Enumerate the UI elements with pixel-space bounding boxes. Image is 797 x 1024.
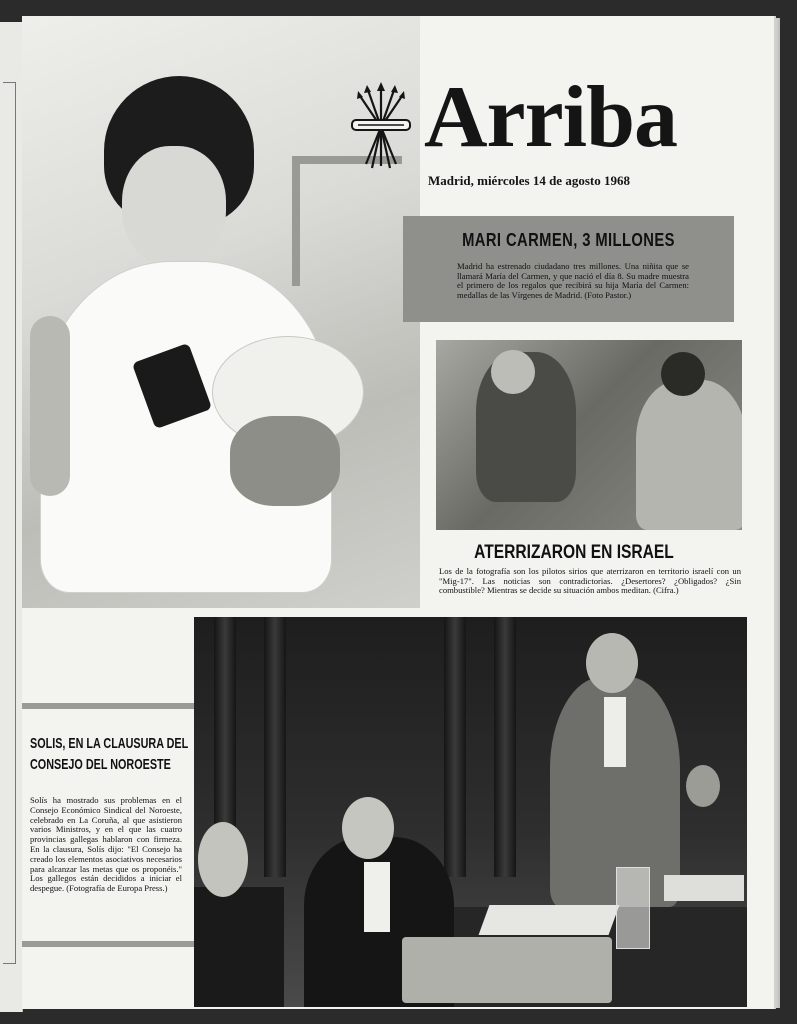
photo-syrian-pilots [436,340,742,530]
speaker-head [586,633,638,693]
masthead-title: Arriba [424,69,678,166]
solis-headline-line2: CONSEJO DEL NOROESTE [30,756,171,773]
solis-article [22,703,194,949]
masthead-dateline: Madrid, miércoles 14 de agosto 1968 [428,173,630,188]
israel-headline: ATERRIZARON EN ISRAEL [474,542,674,563]
seated-man-shirt [364,862,390,932]
mari-carmen-box [403,216,734,322]
papers [479,905,620,935]
bed-frame [292,156,300,286]
previous-page-border [3,82,16,964]
water-jug [616,867,650,949]
mari-carmen-body: Madrid ha estrenado ciudadano tres millones. Una niñita que se llamará María del Carmen, y que nació el día 8. Su madre muestra el primero de los regalos que recibirá su hija María del Carmen: medallas de las Vírgenes de Madrid. (Foto Pastor.) [457,261,689,300]
mother-arm [30,316,70,496]
page-right-edge [774,18,780,1008]
left-man-head [198,822,248,897]
mother-face [122,146,226,266]
newspaper-page [22,16,774,1009]
mari-carmen-headline: MARI CARMEN, 3 MILLONES [462,230,675,250]
pilot-right-head [661,352,705,396]
previous-page-edge [0,22,23,1012]
speaker-shirt [604,697,626,767]
folder [402,937,612,1003]
solis-body: Solís ha mostrado sus problemas en el Consejo Económico Sindical del Noroeste, celebrado en La Coruña, al que asistieron varios Ministros, y en el que las cuatro provincias gallegas hablaron con firmeza. En la clausura, Solís dijo: "El Consejo ha creado los elementos asociativos necesarios para alcanzar las metas que os proponéis." Los gallegos están decididos a iniciar el despegue. (Fotografía de Europa Press.) [30,795,182,894]
background-man-head [686,765,720,807]
papers [664,875,744,901]
mother-hand [230,416,340,506]
curtain-fold [494,617,516,877]
seated-man-head [342,797,394,859]
pilot-right [636,380,742,530]
article-rule-bottom [22,941,194,947]
israel-body: Los de la fotografía son los pilotos sirios que aterrizaron en territorio israelí con un "Mig-17". Las noticias son contradictorias. ¿Desertores? ¿Obligados? ¿Sin combustible? Mientras se decide su situación ambos meditan. (Cifra.) [439,566,741,596]
solis-headline-line1: SOLIS, EN LA CLAUSURA DEL [30,735,189,752]
solis-headline [30,733,196,775]
curtain-fold [264,617,286,877]
yoke-and-arrows-icon [350,82,412,172]
left-man-body [194,887,284,1007]
photo-council-meeting [194,617,747,1007]
curtain-fold [444,617,466,877]
article-rule-top [22,703,194,709]
pilot-left-head [491,350,535,394]
